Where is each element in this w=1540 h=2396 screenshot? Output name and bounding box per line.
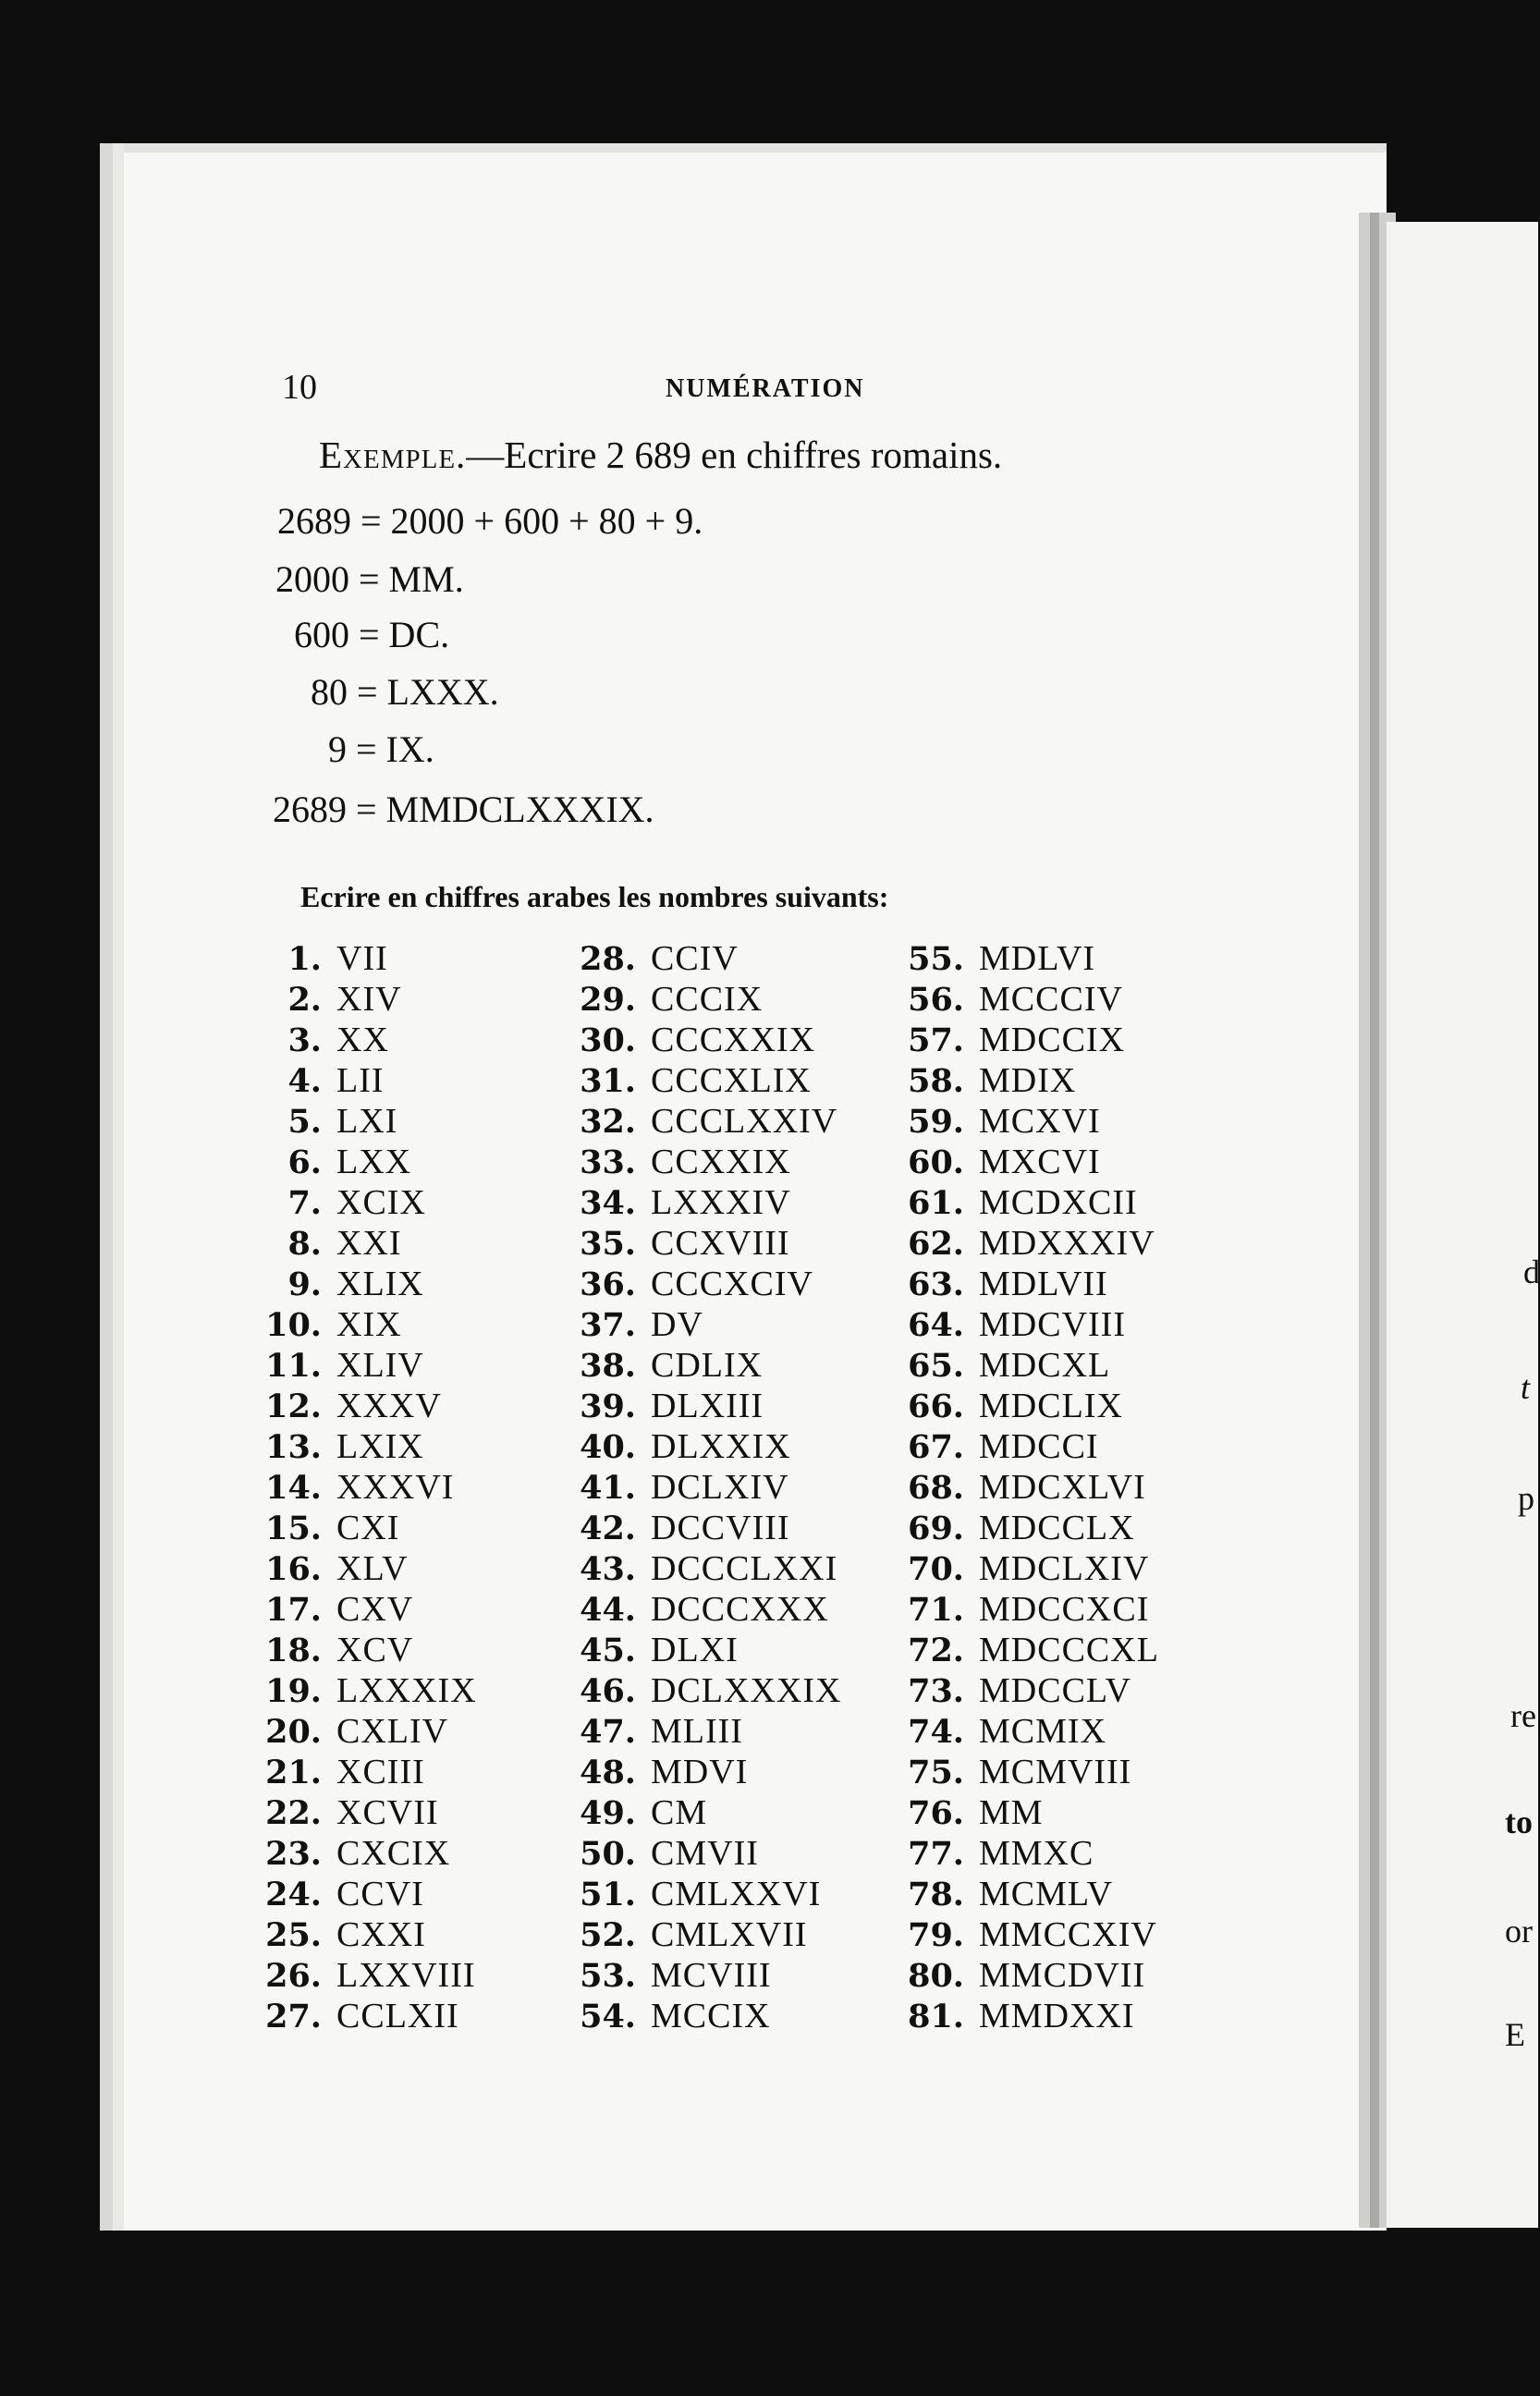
exercise-item <box>874 1142 1159 1182</box>
exercise-item <box>874 1060 1159 1101</box>
equation-line: 600 = DC. <box>294 614 450 655</box>
exercise-item <box>555 1223 841 1264</box>
exercise-item <box>555 1426 841 1467</box>
roman-numeral: MDXXXIV <box>979 1224 1155 1263</box>
exercise-number: 25. <box>265 1916 322 1954</box>
roman-numeral: MMDXXI <box>979 1997 1135 2035</box>
exercise-item <box>874 1752 1159 1792</box>
exercise-number: 77. <box>908 1835 964 1873</box>
roman-numeral: XX <box>336 1021 389 1059</box>
exercise-number: 58. <box>908 1062 964 1100</box>
exercise-item <box>874 1345 1159 1386</box>
roman-numeral: LXI <box>336 1102 398 1141</box>
exercise-number: 75. <box>908 1754 964 1791</box>
exercise-item <box>874 1996 1159 2036</box>
exercise-item <box>250 1955 477 1996</box>
exercise-number: 56. <box>908 981 964 1019</box>
roman-numeral: XXI <box>336 1224 402 1263</box>
equation-line: 2000 = MM. <box>275 558 464 600</box>
roman-numeral: MM <box>979 1793 1044 1832</box>
roman-numeral: MDCCIX <box>979 1021 1126 1059</box>
equation-line: 2689 = 2000 + 600 + 80 + 9. <box>277 500 703 542</box>
exercise-number: 17. <box>265 1591 322 1629</box>
exercise-item <box>874 1182 1159 1223</box>
roman-numeral: CCLXII <box>336 1997 459 2035</box>
exercise-number: 55. <box>908 940 964 978</box>
exercise-number: 43. <box>580 1550 636 1588</box>
roman-numeral: CCCXXIX <box>651 1021 816 1059</box>
exercise-item <box>555 1630 841 1670</box>
exercise-item <box>874 1874 1159 1914</box>
exercise-number: 8. <box>287 1225 322 1263</box>
exercise-item <box>250 1142 477 1182</box>
exercise-item <box>874 1467 1159 1508</box>
margin-fragment: t <box>1521 1369 1531 1406</box>
exercise-item <box>874 1630 1159 1670</box>
exercise-number: 42. <box>580 1510 636 1547</box>
exercise-item <box>555 1386 841 1426</box>
exercise-number: 32. <box>580 1103 636 1141</box>
exercise-number: 24. <box>265 1876 322 1913</box>
roman-numeral: MDCCI <box>979 1427 1099 1466</box>
roman-numeral: MLIII <box>651 1712 743 1751</box>
roman-numeral: CXI <box>336 1509 400 1547</box>
exercise-item <box>874 1101 1159 1142</box>
exercise-item <box>250 1101 477 1142</box>
exercise-number: 46. <box>580 1672 636 1710</box>
roman-numeral: MCVIII <box>651 1956 772 1995</box>
page-gutter-line <box>1370 213 1379 2228</box>
roman-numeral: CXLIV <box>336 1712 449 1751</box>
exercise-item <box>555 1874 841 1914</box>
roman-numeral: LII <box>336 1061 385 1100</box>
exercise-item <box>250 1752 477 1792</box>
exercise-item <box>555 1304 841 1345</box>
exercise-item <box>555 1142 841 1182</box>
exercise-number: 36. <box>580 1265 636 1303</box>
exercise-item <box>250 1182 477 1223</box>
exercise-column-1 <box>250 938 477 2036</box>
exercise-item <box>250 1020 477 1060</box>
roman-numeral: XLV <box>336 1549 409 1588</box>
exercise-item <box>555 1101 841 1142</box>
exercise-item <box>555 1345 841 1386</box>
exercise-item <box>874 1426 1159 1467</box>
exercise-number: 45. <box>580 1632 636 1669</box>
roman-numeral: CXXI <box>336 1915 426 1954</box>
roman-numeral: XXXV <box>336 1387 442 1425</box>
roman-numeral: CM <box>651 1793 708 1832</box>
equation-line: 9 = IX. <box>328 728 434 770</box>
exercise-number: 54. <box>580 1998 636 2035</box>
exercise-number: 52. <box>580 1916 636 1954</box>
exercise-number: 4. <box>287 1062 322 1100</box>
exercise-number: 11. <box>265 1347 322 1385</box>
exercise-number: 49. <box>580 1794 636 1832</box>
exercise-number: 2. <box>287 981 322 1019</box>
exercise-number: 28. <box>580 940 636 978</box>
exercise-number: 67. <box>908 1428 964 1466</box>
exercise-number: 69. <box>908 1510 964 1547</box>
roman-numeral: DCCVIII <box>651 1509 790 1547</box>
exercise-number: 48. <box>580 1754 636 1791</box>
exercise-item <box>250 1914 477 1955</box>
exercise-item <box>555 1792 841 1833</box>
exercise-item <box>874 1386 1159 1426</box>
roman-numeral: MCMVIII <box>979 1753 1132 1791</box>
margin-fragment: d <box>1523 1253 1540 1290</box>
exercise-item <box>874 1833 1159 1874</box>
roman-numeral: VII <box>336 939 388 978</box>
exercise-number: 6. <box>287 1143 322 1181</box>
exercise-number: 73. <box>908 1672 964 1710</box>
exercise-item <box>250 1833 477 1874</box>
exercise-item <box>250 1508 477 1548</box>
exercise-number: 64. <box>908 1306 964 1344</box>
exercise-number: 18. <box>265 1632 322 1669</box>
roman-numeral: XLIX <box>336 1265 424 1303</box>
exercise-column-3 <box>874 938 1159 2036</box>
roman-numeral: MXCVI <box>979 1143 1101 1181</box>
exercise-number: 29. <box>580 981 636 1019</box>
exercise-number: 26. <box>265 1957 322 1995</box>
roman-numeral: CCVI <box>336 1875 424 1913</box>
exercise-number: 9. <box>287 1265 322 1303</box>
margin-fragment: E <box>1505 2016 1525 2053</box>
roman-numeral: MCCIX <box>651 1997 771 2035</box>
exercise-number: 62. <box>908 1225 964 1263</box>
roman-numeral: CCCXLIX <box>651 1061 812 1100</box>
exercise-item <box>874 1670 1159 1711</box>
exercise-number: 15. <box>265 1510 322 1547</box>
roman-numeral: XCV <box>336 1631 414 1669</box>
exercise-number: 60. <box>908 1143 964 1181</box>
exercise-number: 3. <box>287 1021 322 1059</box>
exercise-number: 12. <box>265 1387 322 1425</box>
exercise-number: 61. <box>908 1184 964 1222</box>
roman-numeral: MCXVI <box>979 1102 1101 1141</box>
exercise-item <box>874 1955 1159 1996</box>
exercise-number: 34. <box>580 1184 636 1222</box>
roman-numeral: MDVI <box>651 1753 749 1791</box>
roman-numeral: MDIX <box>979 1061 1077 1100</box>
roman-numeral: XCVII <box>336 1793 439 1832</box>
exercise-number: 57. <box>908 1021 964 1059</box>
roman-numeral: CXV <box>336 1590 414 1629</box>
exercise-item <box>555 1548 841 1589</box>
roman-numeral: MMCDVII <box>979 1956 1146 1995</box>
roman-numeral: CMLXVII <box>651 1915 808 1954</box>
exercise-item <box>250 979 477 1020</box>
exercise-number: 21. <box>265 1754 322 1791</box>
roman-numeral: MMXC <box>979 1834 1094 1873</box>
exercise-item <box>555 1182 841 1223</box>
roman-numeral: CDLIX <box>651 1346 764 1385</box>
roman-numeral: MDCCLX <box>979 1509 1135 1547</box>
roman-numeral: XLIV <box>336 1346 424 1385</box>
exercise-number: 20. <box>265 1713 322 1751</box>
exercise-number: 23. <box>265 1835 322 1873</box>
exercise-number: 30. <box>580 1021 636 1059</box>
exercise-number: 44. <box>580 1591 636 1629</box>
exercise-number: 19. <box>265 1672 322 1710</box>
exercise-number: 7. <box>287 1184 322 1222</box>
exercise-number: 79. <box>908 1916 964 1954</box>
exercise-item <box>555 1020 841 1060</box>
example-text: —Ecrire 2 689 en chiffres romains. <box>466 434 1003 476</box>
roman-numeral: CCCXCIV <box>651 1265 813 1303</box>
exercise-item <box>874 1792 1159 1833</box>
exercise-item <box>555 1955 841 1996</box>
roman-numeral: MDCLXIV <box>979 1549 1150 1588</box>
equation-line: 80 = LXXX. <box>311 671 499 713</box>
exercise-item <box>555 1711 841 1752</box>
exercise-number: 16. <box>265 1550 322 1588</box>
exercise-number: 39. <box>580 1387 636 1425</box>
roman-numeral: MDCCXCI <box>979 1590 1150 1629</box>
roman-numeral: CCXXIX <box>651 1143 791 1181</box>
roman-numeral: XCIII <box>336 1753 425 1791</box>
exercise-number: 59. <box>908 1103 964 1141</box>
margin-fragment: or <box>1505 1913 1533 1950</box>
exercise-item <box>555 1264 841 1304</box>
exercise-item <box>250 1711 477 1752</box>
roman-numeral: XIX <box>336 1305 402 1344</box>
exercise-number: 74. <box>908 1713 964 1751</box>
exercise-item <box>250 1345 477 1386</box>
roman-numeral: CCIV <box>651 939 739 978</box>
roman-numeral: CMLXXVI <box>651 1875 822 1913</box>
roman-numeral: MCMLV <box>979 1875 1114 1913</box>
exercise-number: 76. <box>908 1794 964 1832</box>
exercise-item <box>250 1670 477 1711</box>
roman-numeral: CXCIX <box>336 1834 451 1873</box>
exercise-number: 47. <box>580 1713 636 1751</box>
exercise-number: 53. <box>580 1957 636 1995</box>
roman-numeral: MCMIX <box>979 1712 1107 1751</box>
roman-numeral: DCCCLXXI <box>651 1549 838 1588</box>
example-label: Exemple. <box>319 434 467 476</box>
exercise-item <box>250 1426 477 1467</box>
roman-numeral: CCCIX <box>651 980 764 1019</box>
roman-numeral: LXXXIX <box>336 1671 477 1710</box>
exercise-item <box>555 1060 841 1101</box>
roman-numeral: MDCCLV <box>979 1671 1132 1710</box>
exercise-item <box>874 1264 1159 1304</box>
roman-numeral: MCCCIV <box>979 980 1123 1019</box>
exercise-item <box>555 1914 841 1955</box>
exercise-item <box>250 1264 477 1304</box>
exercise-number: 50. <box>580 1835 636 1873</box>
roman-numeral: XIV <box>336 980 402 1019</box>
roman-numeral: CCXVIII <box>651 1224 790 1263</box>
roman-numeral: CCCLXXIV <box>651 1102 838 1141</box>
roman-numeral: DLXI <box>651 1631 739 1669</box>
exercise-number: 41. <box>580 1469 636 1507</box>
exercise-item <box>874 1508 1159 1548</box>
exercise-number: 38. <box>580 1347 636 1385</box>
roman-numeral: CMVII <box>651 1834 759 1873</box>
exercise-number: 10. <box>265 1306 322 1344</box>
exercise-item <box>250 1386 477 1426</box>
exercise-item <box>874 1711 1159 1752</box>
roman-numeral: LXXVIII <box>336 1956 476 1995</box>
exercise-item <box>555 1752 841 1792</box>
roman-numeral: XXXVI <box>336 1468 455 1507</box>
exercise-number: 80. <box>908 1957 964 1995</box>
roman-numeral: MDLVII <box>979 1265 1108 1303</box>
roman-numeral: MDLVI <box>979 939 1096 978</box>
exercise-item <box>874 1548 1159 1589</box>
exercise-number: 68. <box>908 1469 964 1507</box>
exercise-item <box>250 1589 477 1630</box>
exercise-number: 40. <box>580 1428 636 1466</box>
exercise-item <box>250 1548 477 1589</box>
exercise-number: 22. <box>265 1794 322 1832</box>
exercise-number: 65. <box>908 1347 964 1385</box>
exercise-item <box>555 1589 841 1630</box>
exercise-number: 78. <box>908 1876 964 1913</box>
exercise-number: 72. <box>908 1632 964 1669</box>
exercise-item <box>555 1670 841 1711</box>
exercise-number: 1. <box>287 940 322 978</box>
roman-numeral: MDCLIX <box>979 1387 1123 1425</box>
exercise-number: 33. <box>580 1143 636 1181</box>
roman-numeral: MDCCCXL <box>979 1631 1159 1669</box>
running-head: NUMÉRATION <box>666 374 865 403</box>
exercise-item <box>874 979 1159 1020</box>
roman-numeral: DCCCXXX <box>651 1590 829 1629</box>
exercise-item <box>874 1223 1159 1264</box>
exercise-item <box>250 1304 477 1345</box>
exercise-item <box>555 979 841 1020</box>
margin-fragment: re <box>1510 1697 1536 1734</box>
roman-numeral: XCIX <box>336 1183 426 1222</box>
exercise-number: 66. <box>908 1387 964 1425</box>
roman-numeral: DLXIII <box>651 1387 764 1425</box>
exercise-item <box>250 938 477 979</box>
exercise-item <box>555 1467 841 1508</box>
roman-numeral: LXX <box>336 1143 412 1181</box>
exercise-number: 13. <box>265 1428 322 1466</box>
exercise-item <box>250 1874 477 1914</box>
roman-numeral: MCDXCII <box>979 1183 1138 1222</box>
exercise-prompt: Ecrire en chiffres arabes les nombres suivants: <box>300 880 889 913</box>
exercise-item <box>250 1792 477 1833</box>
exercise-item <box>874 938 1159 979</box>
exercise-item <box>250 1630 477 1670</box>
exercise-item <box>555 1996 841 2036</box>
example-line <box>319 433 1002 477</box>
roman-numeral: LXIX <box>336 1427 424 1466</box>
margin-fragment: p <box>1518 1480 1534 1517</box>
exercise-number: 31. <box>580 1062 636 1100</box>
exercise-item <box>250 1467 477 1508</box>
exercise-item <box>555 938 841 979</box>
exercise-item <box>250 1060 477 1101</box>
roman-numeral: MMCCXIV <box>979 1915 1157 1954</box>
exercise-number: 71. <box>908 1591 964 1629</box>
exercise-item <box>874 1020 1159 1060</box>
exercise-number: 27. <box>265 1998 322 2035</box>
roman-numeral: LXXXIV <box>651 1183 791 1222</box>
exercise-column-2 <box>555 938 841 2036</box>
exercise-number: 51. <box>580 1876 636 1913</box>
exercise-number: 35. <box>580 1225 636 1263</box>
exercise-number: 63. <box>908 1265 964 1303</box>
roman-numeral: DCLXIV <box>651 1468 789 1507</box>
exercise-number: 14. <box>265 1469 322 1507</box>
exercise-item <box>874 1589 1159 1630</box>
exercise-item <box>874 1914 1159 1955</box>
exercise-item <box>555 1508 841 1548</box>
exercise-item <box>250 1223 477 1264</box>
roman-numeral: MDCVIII <box>979 1305 1126 1344</box>
exercise-number: 37. <box>580 1306 636 1344</box>
exercise-item <box>250 1996 477 2036</box>
exercise-number: 81. <box>908 1998 964 2035</box>
roman-numeral: MDCXL <box>979 1346 1111 1385</box>
roman-numeral: DCLXXXIX <box>651 1671 842 1710</box>
roman-numeral: DLXXIX <box>651 1427 791 1466</box>
exercise-item <box>555 1833 841 1874</box>
exercise-number: 5. <box>287 1103 322 1141</box>
roman-numeral: MDCXLVI <box>979 1468 1146 1507</box>
exercise-item <box>874 1304 1159 1345</box>
margin-fragment: to <box>1505 1803 1533 1840</box>
roman-numeral: DV <box>651 1305 703 1344</box>
equation-line: 2689 = MMDCLXXXIX. <box>273 788 654 830</box>
exercise-number: 70. <box>908 1550 964 1588</box>
page-number: 10 <box>282 368 317 407</box>
